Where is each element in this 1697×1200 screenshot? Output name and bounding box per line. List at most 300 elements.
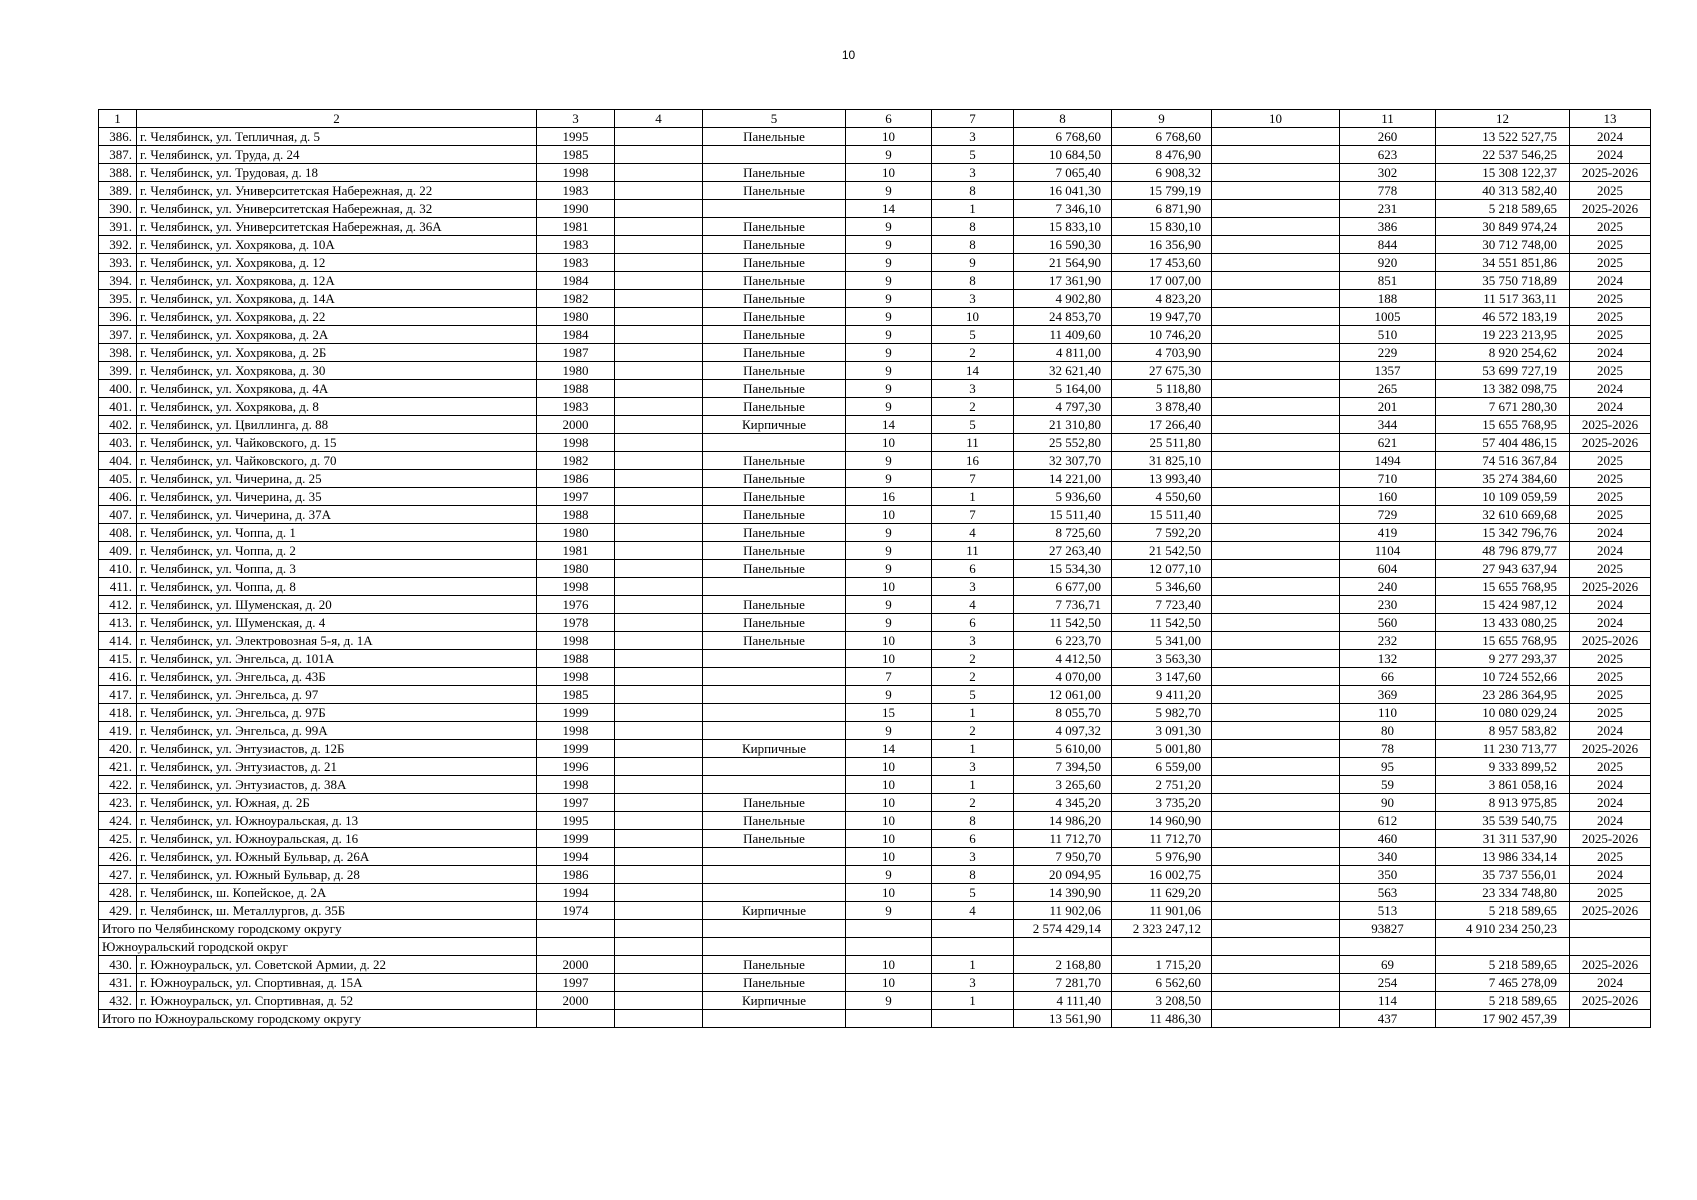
total-row bbox=[99, 1010, 1651, 1028]
cell-col-12: 17 902 457,39 bbox=[1436, 1010, 1570, 1028]
cell-col-4 bbox=[615, 452, 703, 470]
cell-col-5: Кирпичные bbox=[703, 902, 846, 920]
cell-col-12: 8 913 975,85 bbox=[1436, 794, 1570, 812]
cell-col-6: 14 bbox=[846, 740, 932, 758]
cell-col-4 bbox=[615, 1010, 703, 1028]
cell-col-4 bbox=[615, 290, 703, 308]
cell-col-1: 424. bbox=[99, 812, 137, 830]
cell-col-2: г. Челябинск, ул. Чайковского, д. 70 bbox=[137, 452, 537, 470]
cell-col-13: 2025-2026 bbox=[1570, 578, 1651, 596]
cell-col-12: 22 537 546,25 bbox=[1436, 146, 1570, 164]
cell-col-1: 426. bbox=[99, 848, 137, 866]
table-row bbox=[99, 866, 1651, 884]
cell-col-10 bbox=[1212, 956, 1340, 974]
cell-col-10 bbox=[1212, 686, 1340, 704]
cell-col-10 bbox=[1212, 650, 1340, 668]
cell-col-3: 1980 bbox=[537, 524, 615, 542]
cell-col-1: 430. bbox=[99, 956, 137, 974]
cell-col-11: 110 bbox=[1340, 704, 1436, 722]
cell-col-7: 4 bbox=[932, 596, 1014, 614]
cell-col-8: 20 094,95 bbox=[1014, 866, 1112, 884]
cell-col-8: 4 070,00 bbox=[1014, 668, 1112, 686]
cell-col-9: 5 346,60 bbox=[1112, 578, 1212, 596]
cell-col-6: 9 bbox=[846, 218, 932, 236]
cell-col-4 bbox=[615, 146, 703, 164]
cell-col-1: 391. bbox=[99, 218, 137, 236]
cell-col-9: 15 799,19 bbox=[1112, 182, 1212, 200]
cell-col-8: 7 394,50 bbox=[1014, 758, 1112, 776]
cell-col-6 bbox=[846, 1010, 932, 1028]
cell-col-8 bbox=[1014, 938, 1112, 956]
cell-col-13: 2025 bbox=[1570, 668, 1651, 686]
cell-col-12: 15 308 122,37 bbox=[1436, 164, 1570, 182]
cell-col-8: 24 853,70 bbox=[1014, 308, 1112, 326]
cell-col-8: 4 902,80 bbox=[1014, 290, 1112, 308]
column-header-13: 13 bbox=[1570, 110, 1651, 128]
cell-col-2: г. Челябинск, ул. Шуменская, д. 4 bbox=[137, 614, 537, 632]
cell-col-2: г. Челябинск, ул. Чичерина, д. 37А bbox=[137, 506, 537, 524]
cell-col-13: 2025 bbox=[1570, 452, 1651, 470]
cell-col-11: 260 bbox=[1340, 128, 1436, 146]
cell-col-10 bbox=[1212, 452, 1340, 470]
cell-col-10 bbox=[1212, 740, 1340, 758]
cell-col-6: 10 bbox=[846, 974, 932, 992]
cell-col-11: 623 bbox=[1340, 146, 1436, 164]
cell-col-6: 9 bbox=[846, 290, 932, 308]
cell-col-10 bbox=[1212, 596, 1340, 614]
table-row bbox=[99, 776, 1651, 794]
cell-col-13: 2025 bbox=[1570, 848, 1651, 866]
cell-col-9: 13 993,40 bbox=[1112, 470, 1212, 488]
cell-col-6: 10 bbox=[846, 884, 932, 902]
cell-col-13: 2024 bbox=[1570, 542, 1651, 560]
cell-col-5 bbox=[703, 848, 846, 866]
cell-col-5: Панельные bbox=[703, 956, 846, 974]
cell-col-3: 1998 bbox=[537, 722, 615, 740]
cell-col-11: 344 bbox=[1340, 416, 1436, 434]
cell-col-2: г. Челябинск, ул. Чоппа, д. 3 bbox=[137, 560, 537, 578]
cell-col-7: 8 bbox=[932, 182, 1014, 200]
cell-col-3: 1986 bbox=[537, 470, 615, 488]
cell-col-13: 2025 bbox=[1570, 650, 1651, 668]
cell-col-2: г. Челябинск, ул. Хохрякова, д. 12А bbox=[137, 272, 537, 290]
cell-col-6: 16 bbox=[846, 488, 932, 506]
cell-col-8: 14 390,90 bbox=[1014, 884, 1112, 902]
cell-col-6: 10 bbox=[846, 776, 932, 794]
cell-col-6: 9 bbox=[846, 146, 932, 164]
cell-col-3: 1984 bbox=[537, 272, 615, 290]
table-row bbox=[99, 362, 1651, 380]
cell-col-9: 3 563,30 bbox=[1112, 650, 1212, 668]
cell-col-3: 1999 bbox=[537, 704, 615, 722]
cell-col-5 bbox=[703, 722, 846, 740]
cell-col-11: 386 bbox=[1340, 218, 1436, 236]
cell-col-1: 397. bbox=[99, 326, 137, 344]
cell-col-3: 1982 bbox=[537, 290, 615, 308]
cell-col-9: 10 746,20 bbox=[1112, 326, 1212, 344]
cell-col-8: 21 564,90 bbox=[1014, 254, 1112, 272]
cell-col-11: 1357 bbox=[1340, 362, 1436, 380]
cell-col-9: 5 118,80 bbox=[1112, 380, 1212, 398]
cell-col-2: г. Челябинск, ул. Энгельса, д. 97Б bbox=[137, 704, 537, 722]
housing-table bbox=[98, 109, 1651, 1028]
cell-col-8: 15 511,40 bbox=[1014, 506, 1112, 524]
cell-col-13: 2025 bbox=[1570, 182, 1651, 200]
cell-col-3: 1995 bbox=[537, 128, 615, 146]
cell-col-10 bbox=[1212, 866, 1340, 884]
cell-col-10 bbox=[1212, 938, 1340, 956]
cell-col-12: 15 655 768,95 bbox=[1436, 632, 1570, 650]
cell-col-9: 5 976,90 bbox=[1112, 848, 1212, 866]
cell-col-12: 31 311 537,90 bbox=[1436, 830, 1570, 848]
cell-col-8: 32 307,70 bbox=[1014, 452, 1112, 470]
cell-col-13: 2025 bbox=[1570, 236, 1651, 254]
cell-col-4 bbox=[615, 596, 703, 614]
table-row bbox=[99, 200, 1651, 218]
cell-col-10 bbox=[1212, 326, 1340, 344]
cell-col-3: 1987 bbox=[537, 344, 615, 362]
cell-col-4 bbox=[615, 218, 703, 236]
cell-col-6: 9 bbox=[846, 542, 932, 560]
cell-col-9: 4 823,20 bbox=[1112, 290, 1212, 308]
cell-col-1: 402. bbox=[99, 416, 137, 434]
cell-col-6: 9 bbox=[846, 254, 932, 272]
cell-col-1: 410. bbox=[99, 560, 137, 578]
cell-col-5: Панельные bbox=[703, 254, 846, 272]
cell-col-12: 23 286 364,95 bbox=[1436, 686, 1570, 704]
cell-col-1: 398. bbox=[99, 344, 137, 362]
cell-col-10 bbox=[1212, 362, 1340, 380]
cell-col-6: 10 bbox=[846, 506, 932, 524]
cell-col-12: 5 218 589,65 bbox=[1436, 200, 1570, 218]
cell-col-10 bbox=[1212, 182, 1340, 200]
cell-col-5: Панельные bbox=[703, 830, 846, 848]
cell-col-11: 729 bbox=[1340, 506, 1436, 524]
section-label: Южноуральский городской округ bbox=[99, 938, 537, 956]
cell-col-2: г. Челябинск, ул. Университетская Набережная, д. 36А bbox=[137, 218, 537, 236]
cell-col-6: 9 bbox=[846, 902, 932, 920]
cell-col-2: г. Челябинск, ул. Хохрякова, д. 2Б bbox=[137, 344, 537, 362]
cell-col-4 bbox=[615, 578, 703, 596]
table-row bbox=[99, 668, 1651, 686]
cell-col-8: 13 561,90 bbox=[1014, 1010, 1112, 1028]
cell-col-13: 2025 bbox=[1570, 326, 1651, 344]
cell-col-5: Панельные bbox=[703, 542, 846, 560]
cell-col-1: 422. bbox=[99, 776, 137, 794]
cell-col-5: Панельные bbox=[703, 794, 846, 812]
cell-col-7: 3 bbox=[932, 290, 1014, 308]
cell-col-8: 5 164,00 bbox=[1014, 380, 1112, 398]
cell-col-11: 920 bbox=[1340, 254, 1436, 272]
cell-col-8: 11 712,70 bbox=[1014, 830, 1112, 848]
cell-col-5: Кирпичные bbox=[703, 992, 846, 1010]
cell-col-3: 2000 bbox=[537, 956, 615, 974]
cell-col-11: 560 bbox=[1340, 614, 1436, 632]
cell-col-8: 11 409,60 bbox=[1014, 326, 1112, 344]
cell-col-1: 399. bbox=[99, 362, 137, 380]
cell-col-3: 1996 bbox=[537, 758, 615, 776]
cell-col-11 bbox=[1340, 938, 1436, 956]
cell-col-12: 7 671 280,30 bbox=[1436, 398, 1570, 416]
cell-col-3: 1983 bbox=[537, 236, 615, 254]
table-row bbox=[99, 128, 1651, 146]
cell-col-8: 8 055,70 bbox=[1014, 704, 1112, 722]
cell-col-11: 201 bbox=[1340, 398, 1436, 416]
cell-col-4 bbox=[615, 812, 703, 830]
table-row bbox=[99, 740, 1651, 758]
cell-col-3: 1999 bbox=[537, 740, 615, 758]
table-row bbox=[99, 704, 1651, 722]
cell-col-3: 1983 bbox=[537, 182, 615, 200]
cell-col-3: 1985 bbox=[537, 146, 615, 164]
cell-col-4 bbox=[615, 668, 703, 686]
page-number: 10 bbox=[841, 48, 856, 62]
cell-col-12: 5 218 589,65 bbox=[1436, 956, 1570, 974]
cell-col-13: 2025-2026 bbox=[1570, 164, 1651, 182]
cell-col-4 bbox=[615, 470, 703, 488]
table-row bbox=[99, 344, 1651, 362]
cell-col-11: 66 bbox=[1340, 668, 1436, 686]
cell-col-7: 11 bbox=[932, 434, 1014, 452]
cell-col-13: 2024 bbox=[1570, 794, 1651, 812]
cell-col-6 bbox=[846, 938, 932, 956]
cell-col-5: Панельные bbox=[703, 452, 846, 470]
cell-col-3: 1995 bbox=[537, 812, 615, 830]
cell-col-12: 13 986 334,14 bbox=[1436, 848, 1570, 866]
cell-col-4 bbox=[615, 902, 703, 920]
cell-col-13: 2024 bbox=[1570, 866, 1651, 884]
cell-col-4 bbox=[615, 830, 703, 848]
cell-col-4 bbox=[615, 704, 703, 722]
cell-col-3 bbox=[537, 938, 615, 956]
cell-col-13: 2024 bbox=[1570, 344, 1651, 362]
cell-col-12: 57 404 486,15 bbox=[1436, 434, 1570, 452]
cell-col-1: 390. bbox=[99, 200, 137, 218]
cell-col-3: 1988 bbox=[537, 506, 615, 524]
cell-col-1: 423. bbox=[99, 794, 137, 812]
cell-col-4 bbox=[615, 956, 703, 974]
cell-col-8: 3 265,60 bbox=[1014, 776, 1112, 794]
cell-col-2: г. Челябинск, ул. Хохрякова, д. 10А bbox=[137, 236, 537, 254]
cell-col-1: 396. bbox=[99, 308, 137, 326]
cell-col-8: 2 168,80 bbox=[1014, 956, 1112, 974]
cell-col-7: 14 bbox=[932, 362, 1014, 380]
cell-col-10 bbox=[1212, 812, 1340, 830]
cell-col-13: 2025-2026 bbox=[1570, 956, 1651, 974]
cell-col-2: г. Челябинск, ул. Энтузиастов, д. 12Б bbox=[137, 740, 537, 758]
cell-col-2: г. Челябинск, ул. Энгельса, д. 97 bbox=[137, 686, 537, 704]
cell-col-7: 3 bbox=[932, 632, 1014, 650]
cell-col-5 bbox=[703, 200, 846, 218]
cell-col-9: 15 511,40 bbox=[1112, 506, 1212, 524]
column-header-8: 8 bbox=[1014, 110, 1112, 128]
cell-col-6: 9 bbox=[846, 326, 932, 344]
cell-col-1: 420. bbox=[99, 740, 137, 758]
cell-col-12: 15 424 987,12 bbox=[1436, 596, 1570, 614]
cell-col-4 bbox=[615, 128, 703, 146]
table-row bbox=[99, 830, 1651, 848]
cell-col-7: 2 bbox=[932, 344, 1014, 362]
table-row bbox=[99, 290, 1651, 308]
cell-col-2: г. Челябинск, ул. Южноуральская, д. 16 bbox=[137, 830, 537, 848]
cell-col-6: 9 bbox=[846, 308, 932, 326]
cell-col-7: 6 bbox=[932, 560, 1014, 578]
cell-col-1: 393. bbox=[99, 254, 137, 272]
cell-col-13 bbox=[1570, 920, 1651, 938]
cell-col-3: 1998 bbox=[537, 668, 615, 686]
cell-col-10 bbox=[1212, 200, 1340, 218]
cell-col-4 bbox=[615, 326, 703, 344]
cell-col-2: г. Челябинск, ш. Металлургов, д. 35Б bbox=[137, 902, 537, 920]
cell-col-6: 9 bbox=[846, 380, 932, 398]
cell-col-1: 387. bbox=[99, 146, 137, 164]
cell-col-13: 2024 bbox=[1570, 524, 1651, 542]
cell-col-11: 265 bbox=[1340, 380, 1436, 398]
cell-col-3: 1981 bbox=[537, 542, 615, 560]
cell-col-10 bbox=[1212, 1010, 1340, 1028]
cell-col-5: Панельные bbox=[703, 614, 846, 632]
table-row bbox=[99, 632, 1651, 650]
cell-col-2: г. Челябинск, ул. Чоппа, д. 2 bbox=[137, 542, 537, 560]
cell-col-1: 392. bbox=[99, 236, 137, 254]
cell-col-7: 8 bbox=[932, 272, 1014, 290]
cell-col-2: г. Челябинск, ул. Цвиллинга, д. 88 bbox=[137, 416, 537, 434]
cell-col-10 bbox=[1212, 560, 1340, 578]
cell-col-4 bbox=[615, 920, 703, 938]
cell-col-13: 2025 bbox=[1570, 362, 1651, 380]
cell-col-11: 230 bbox=[1340, 596, 1436, 614]
cell-col-12: 32 610 669,68 bbox=[1436, 506, 1570, 524]
cell-col-9: 31 825,10 bbox=[1112, 452, 1212, 470]
cell-col-5: Панельные bbox=[703, 290, 846, 308]
cell-col-7: 9 bbox=[932, 254, 1014, 272]
cell-col-9: 3 735,20 bbox=[1112, 794, 1212, 812]
table-row bbox=[99, 524, 1651, 542]
cell-col-7: 8 bbox=[932, 218, 1014, 236]
cell-col-9: 5 001,80 bbox=[1112, 740, 1212, 758]
cell-col-12: 10 109 059,59 bbox=[1436, 488, 1570, 506]
cell-col-7: 4 bbox=[932, 902, 1014, 920]
cell-col-6: 9 bbox=[846, 182, 932, 200]
cell-col-9: 11 486,30 bbox=[1112, 1010, 1212, 1028]
cell-col-6: 10 bbox=[846, 578, 932, 596]
cell-col-5 bbox=[703, 938, 846, 956]
cell-col-7: 1 bbox=[932, 200, 1014, 218]
cell-col-2: г. Челябинск, ул. Энтузиастов, д. 38А bbox=[137, 776, 537, 794]
cell-col-10 bbox=[1212, 254, 1340, 272]
cell-col-12: 15 342 796,76 bbox=[1436, 524, 1570, 542]
cell-col-7: 5 bbox=[932, 146, 1014, 164]
cell-col-7: 2 bbox=[932, 668, 1014, 686]
cell-col-13: 2025-2026 bbox=[1570, 902, 1651, 920]
cell-col-9: 27 675,30 bbox=[1112, 362, 1212, 380]
cell-col-4 bbox=[615, 488, 703, 506]
cell-col-12: 35 274 384,60 bbox=[1436, 470, 1570, 488]
cell-col-8: 15 833,10 bbox=[1014, 218, 1112, 236]
cell-col-8: 8 725,60 bbox=[1014, 524, 1112, 542]
cell-col-10 bbox=[1212, 632, 1340, 650]
cell-col-11: 621 bbox=[1340, 434, 1436, 452]
cell-col-3: 1982 bbox=[537, 452, 615, 470]
cell-col-2: г. Челябинск, ул. Хохрякова, д. 14А bbox=[137, 290, 537, 308]
cell-col-9: 19 947,70 bbox=[1112, 308, 1212, 326]
table-row bbox=[99, 218, 1651, 236]
cell-col-6: 10 bbox=[846, 848, 932, 866]
cell-col-10 bbox=[1212, 398, 1340, 416]
cell-col-10 bbox=[1212, 128, 1340, 146]
cell-col-5: Панельные bbox=[703, 164, 846, 182]
cell-col-2: г. Челябинск, ул. Университетская Набережная, д. 32 bbox=[137, 200, 537, 218]
cell-col-4 bbox=[615, 254, 703, 272]
cell-col-12: 7 465 278,09 bbox=[1436, 974, 1570, 992]
cell-col-2: г. Челябинск, ул. Южный Бульвар, д. 26А bbox=[137, 848, 537, 866]
cell-col-11: 340 bbox=[1340, 848, 1436, 866]
cell-col-2: г. Челябинск, ул. Южный Бульвар, д. 28 bbox=[137, 866, 537, 884]
cell-col-1: 389. bbox=[99, 182, 137, 200]
cell-col-7: 3 bbox=[932, 974, 1014, 992]
cell-col-6: 9 bbox=[846, 686, 932, 704]
cell-col-8: 5 936,60 bbox=[1014, 488, 1112, 506]
cell-col-3: 1999 bbox=[537, 830, 615, 848]
cell-col-10 bbox=[1212, 290, 1340, 308]
cell-col-10 bbox=[1212, 794, 1340, 812]
cell-col-8: 6 223,70 bbox=[1014, 632, 1112, 650]
cell-col-9: 2 751,20 bbox=[1112, 776, 1212, 794]
cell-col-5: Панельные bbox=[703, 812, 846, 830]
cell-col-10 bbox=[1212, 614, 1340, 632]
cell-col-8: 14 986,20 bbox=[1014, 812, 1112, 830]
cell-col-12: 13 433 080,25 bbox=[1436, 614, 1570, 632]
cell-col-3: 1997 bbox=[537, 488, 615, 506]
cell-col-4 bbox=[615, 740, 703, 758]
table-row bbox=[99, 812, 1651, 830]
cell-col-7: 1 bbox=[932, 740, 1014, 758]
cell-col-12: 8 957 583,82 bbox=[1436, 722, 1570, 740]
cell-col-12: 35 539 540,75 bbox=[1436, 812, 1570, 830]
column-header-4: 4 bbox=[615, 110, 703, 128]
cell-col-6: 9 bbox=[846, 398, 932, 416]
cell-col-6: 10 bbox=[846, 956, 932, 974]
cell-col-12: 23 334 748,80 bbox=[1436, 884, 1570, 902]
cell-col-8: 5 610,00 bbox=[1014, 740, 1112, 758]
cell-col-6: 14 bbox=[846, 416, 932, 434]
cell-col-3: 1981 bbox=[537, 218, 615, 236]
cell-col-4 bbox=[615, 182, 703, 200]
cell-col-12: 34 551 851,86 bbox=[1436, 254, 1570, 272]
cell-col-6: 9 bbox=[846, 236, 932, 254]
cell-col-5: Панельные bbox=[703, 236, 846, 254]
column-header-7: 7 bbox=[932, 110, 1014, 128]
cell-col-11: 302 bbox=[1340, 164, 1436, 182]
cell-col-9: 16 002,75 bbox=[1112, 866, 1212, 884]
table-row bbox=[99, 380, 1651, 398]
cell-col-10 bbox=[1212, 776, 1340, 794]
cell-col-10 bbox=[1212, 830, 1340, 848]
cell-col-12 bbox=[1436, 938, 1570, 956]
column-header-3: 3 bbox=[537, 110, 615, 128]
cell-col-4 bbox=[615, 524, 703, 542]
cell-col-1: 412. bbox=[99, 596, 137, 614]
cell-col-13: 2025-2026 bbox=[1570, 416, 1651, 434]
cell-col-8: 4 811,00 bbox=[1014, 344, 1112, 362]
cell-col-6: 14 bbox=[846, 200, 932, 218]
cell-col-12: 30 712 748,00 bbox=[1436, 236, 1570, 254]
cell-col-11: 437 bbox=[1340, 1010, 1436, 1028]
cell-col-3 bbox=[537, 1010, 615, 1028]
cell-col-1: 388. bbox=[99, 164, 137, 182]
cell-col-8: 7 950,70 bbox=[1014, 848, 1112, 866]
cell-col-13: 2025 bbox=[1570, 254, 1651, 272]
